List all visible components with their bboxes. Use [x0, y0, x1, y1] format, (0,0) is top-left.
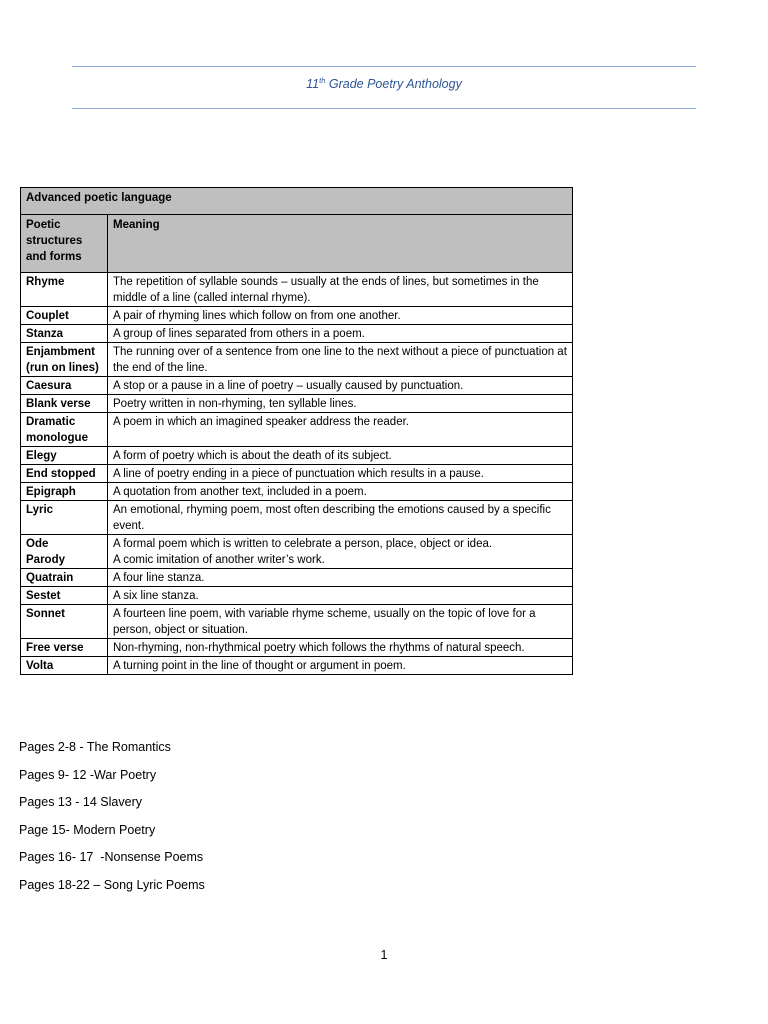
- term-cell: Stanza: [21, 325, 108, 343]
- contents-item-nonsense-poems: Pages 16- 17 -Nonsense Poems: [19, 850, 204, 865]
- term-cell: Sestet: [21, 587, 108, 605]
- term-cell: Dramatic monologue: [21, 413, 108, 447]
- meaning-cell: A stop or a pause in a line of poetry – usually caused by punctuation.: [108, 377, 573, 395]
- term-ode: Ode: [26, 538, 49, 550]
- meaning-ode: A formal poem which is written to celebrate a person, place, object or idea.: [113, 538, 493, 550]
- header-grade-suffix: th: [319, 76, 326, 85]
- table-row: [21, 465, 573, 483]
- table-row: [21, 535, 573, 569]
- term-cell: Volta: [21, 657, 108, 675]
- table-row: [21, 307, 573, 325]
- term-cell: Elegy: [21, 447, 108, 465]
- table-title: Advanced poetic language: [21, 188, 573, 215]
- contents-item-romantics: Pages 2-8 - The Romantics: [19, 740, 171, 754]
- term-cell: Enjambment (run on lines): [21, 343, 108, 377]
- meaning-cell: A line of poetry ending in a piece of punctuation which results in a pause.: [108, 465, 573, 483]
- meaning-cell: A quotation from another text, included in a poem.: [108, 483, 573, 501]
- table-row: [21, 395, 573, 413]
- meaning-cell: Non-rhyming, non-rhythmical poetry which follows the rhythms of natural speech.: [108, 639, 573, 657]
- table-row: [21, 587, 573, 605]
- term-cell: Free verse: [21, 639, 108, 657]
- meaning-cell: The running over of a sentence from one line to the next without a piece of punctuation at the end of the line.: [108, 343, 573, 377]
- meaning-cell: A form of poetry which is about the death of its subject.: [108, 447, 573, 465]
- term-cell: Rhyme: [21, 273, 108, 307]
- term-cell: Blank verse: [21, 395, 108, 413]
- table-row: [21, 325, 573, 343]
- meaning-cell: A group of lines separated from others in a poem.: [108, 325, 573, 343]
- header-title: [72, 77, 696, 91]
- contents-item-modern-poetry: Page 15- Modern Poetry: [19, 822, 156, 837]
- header-title-text: Grade Poetry Anthology: [325, 77, 462, 91]
- contents-item-slavery: Pages 13 - 14 Slavery: [19, 795, 142, 810]
- term-cell: Lyric: [21, 501, 108, 535]
- table-row: [21, 273, 573, 307]
- table-row: [21, 501, 573, 535]
- page-contents-list: [19, 739, 205, 905]
- term-cell: Quatrain: [21, 569, 108, 587]
- meaning-cell: An emotional, rhyming poem, most often describing the emotions caused by a specific event.: [108, 501, 573, 535]
- meaning-cell: Poetry written in non-rhyming, ten syllable lines.: [108, 395, 573, 413]
- table-row: [21, 377, 573, 395]
- contents-item-war-poetry: Pages 9- 12 -War Poetry: [19, 767, 157, 782]
- table-row: [21, 569, 573, 587]
- term-cell: [21, 535, 108, 569]
- table-row: [21, 447, 573, 465]
- table-row: [21, 483, 573, 501]
- term-cell: Couplet: [21, 307, 108, 325]
- meaning-cell: A poem in which an imagined speaker address the reader.: [108, 413, 573, 447]
- table-header-row: [21, 215, 573, 273]
- table-row: [21, 639, 573, 657]
- table-title-row: [21, 188, 573, 215]
- header-rule-bottom: [72, 108, 696, 109]
- meaning-cell: A pair of rhyming lines which follow on from one another.: [108, 307, 573, 325]
- poetic-language-table: [20, 187, 573, 675]
- meaning-cell: A six line stanza.: [108, 587, 573, 605]
- term-cell: Caesura: [21, 377, 108, 395]
- table-row: [21, 605, 573, 639]
- column-header-meaning: Meaning: [108, 215, 573, 273]
- table-row: [21, 343, 573, 377]
- meaning-cell: A fourteen line poem, with variable rhyme scheme, usually on the topic of love for a person, object or situation.: [108, 605, 573, 639]
- term-cell: End stopped: [21, 465, 108, 483]
- meaning-cell: A four line stanza.: [108, 569, 573, 587]
- term-cell: Sonnet: [21, 605, 108, 639]
- meaning-parody: A comic imitation of another writer’s work.: [113, 554, 325, 566]
- meaning-cell: The repetition of syllable sounds – usually at the ends of lines, but sometimes in the middle of a line (called internal rhyme).: [108, 273, 573, 307]
- meaning-cell: A turning point in the line of thought or argument in poem.: [108, 657, 573, 675]
- page-number: 1: [380, 948, 388, 962]
- table-row: [21, 657, 573, 675]
- term-parody: Parody: [26, 554, 65, 566]
- header-grade-number: 11: [306, 77, 320, 91]
- column-header-term: Poetic structures and forms: [21, 215, 108, 273]
- meaning-cell: [108, 535, 573, 569]
- table-row: [21, 413, 573, 447]
- contents-item-song-lyric-poems: Pages 18-22 – Song Lyric Poems: [19, 877, 205, 892]
- term-cell: Epigraph: [21, 483, 108, 501]
- header-rule-top: [72, 66, 696, 67]
